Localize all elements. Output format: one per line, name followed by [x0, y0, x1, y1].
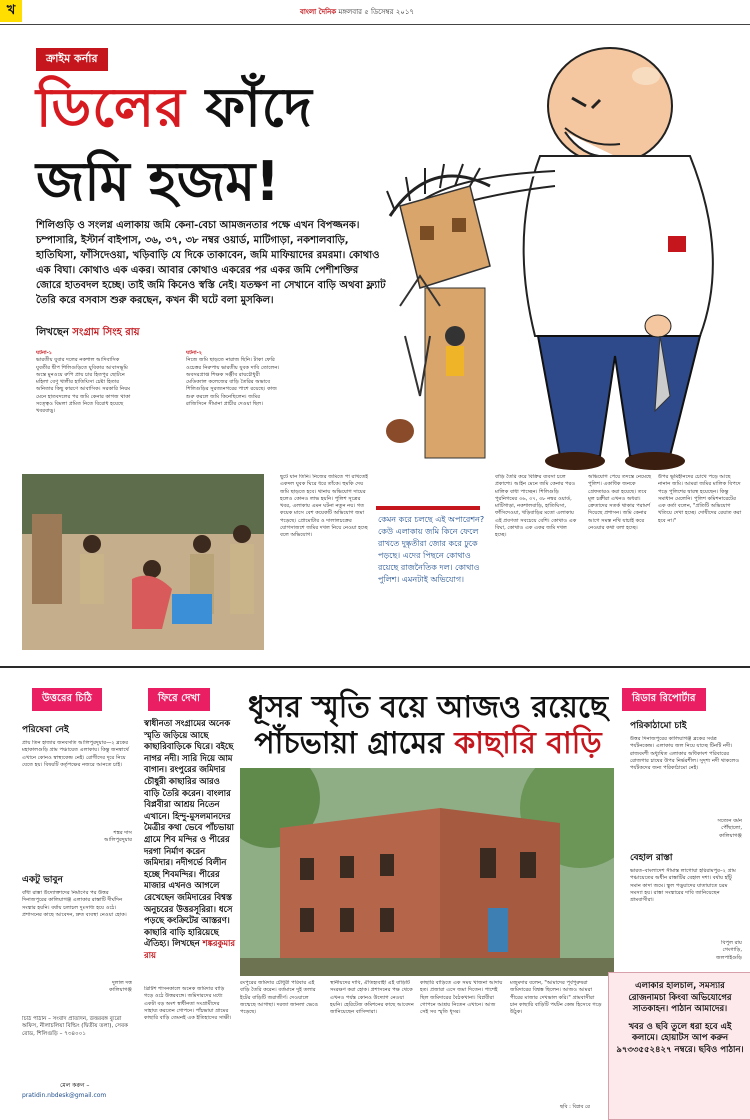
header-rule [0, 24, 750, 25]
reader-item2-body: ভারত–বাংলাদেশ সীমান্ত লাগোয়া হরিরামপুর–২ গ্রাম পঞ্চায়েতের অধীন রাস্তাটির বেহাল দশা। বর্ষায় হাঁটু সমান কাদা জমে। স্কুল পড়ুয়াদের যাতায়াতে চরম সমস্যা হয়। রাস্তা সংস্কারের দাবি জানিয়েছেন গ্রামবাসীরা। [630, 868, 736, 904]
headline-line1-rest: ফাঁদে [205, 76, 313, 139]
case1-label: ঘটনা-১ [36, 350, 53, 356]
photo-credit: ছবি : বিপ্লব রে [560, 1104, 590, 1110]
reader-item2-title: বেহাল রাস্তা [630, 853, 673, 863]
byline [36, 325, 140, 342]
cartoon-illustration [360, 36, 740, 476]
masthead [300, 6, 414, 18]
memory-headline-red: কাছারি বাড়ি [454, 726, 602, 761]
page-number: খ [0, 0, 22, 22]
reader-item1-title: পরিকাঠামো চাই [630, 721, 687, 731]
reader-item2-signature: বিপুল রায় গেংগাড়ি, জলপাইগুড়ি [715, 940, 742, 961]
lead-paragraph: শিলিগুড়ি ও সংলগ্ন এলাকায় জমি কেনা-বেচা আমজনতার পক্ষে এখন বিপজ্জনক। চম্পাসারি, ইস্টার্ন বাইপাস, ৩৬, ৩৭, ৩৮ নম্বর ওয়ার্ড, মাটিগাড়া, নকশালবাড়ি, হাতিঘিসা, ফাঁসিদেওয়া, খড়িবাড়ি যে দিকে তাকাবেন, জমি মাফিয়াদের রমরমা। কোথাও এক বিঘা। কোথাও এক একর। আবার কোথাও একরের পর একর জমি পেশীশক্তির জোরে হাতবদল হচ্ছে। তাই জমি কিনেও স্বস্তি নেই। যতক্ষণ না সেখানে বাড়ি অথবা ফ্ল্যাট তৈরি করে বসবাস শুরু করছেন, কখন কী ঘটে বলা মুসকিল। [36, 220, 386, 306]
section-tag-memory: ফিরে দেখা [148, 688, 210, 711]
memory-headline-prefix: পাঁচভায়া গ্রামের [254, 726, 444, 761]
byline-prefix: লিখছেন [36, 327, 69, 338]
memory-byline-name: শঙ্করকুমার রায় [144, 938, 236, 960]
memory-column-2: রংপুরের জমিদার চৌধুরী পরিবার এই বাড়ি তৈরি করেন। বর্তমানে দুই তলার ইটের বাড়িটি জরাজীর্ণ। দেওয়ালে জন্মেছে আগাছা। দরজা জানলা ভেঙে পড়েছে। [240, 980, 319, 1016]
letter1-title: পরিষেবা নেই [22, 725, 69, 735]
letter2-signature: দুলাল দত্ত কালিয়াগঞ্জ [109, 980, 132, 994]
memory-intro-text: স্বাধীনতা সংগ্রামের অনেক স্মৃতি জড়িয়ে আছে কাছারিবাড়িকে ঘিরে। বইছে নাগর নদী। সারি দিয়ে আম বাগান। রংপুরের জমিদার চৌধুরী কাছারির আরও বাড়ি তৈরি করেন। বাংলার বিপ্লবীরা আশ্রয় নিতেন এখানে। হিন্দু-মুসলমানদের মৈত্রীর কথা ভেবে পাঁচভায়া গ্রামে শিব মন্দির ও পীরের দরগা নির্মাণ করেন জমিদার। নদীগর্ভে বিলীন হচ্ছে শিবমন্দির। পীরের মাজার এখনও আগলে রেখেছেন জমিদারের বিশ্বস্ত অনুচরের উত্তরসূরিরা। ধসে পড়ছে কংক্রিটের আস্তরণ। কাছারি বাড়ি হারিয়েছে ঐতিহ্য। [144, 718, 234, 949]
section-tag-crime: ক্রাইম কর্নার [36, 48, 108, 71]
memory-column-4: কাছারি বাড়িতে এক সময় খাজনা আদায় হত। প্রজারা এসে জমা দিতেন। পাশেই ছিল জমিদারের বৈঠকখানা। বিপ্লবীরা গোপনে আশ্রয় নিতেন এখানে। আজ সেই সব স্মৃতি ধূসর। [420, 980, 503, 1016]
masthead-title: বাংলা দৈনিক [300, 8, 337, 16]
issue-date: মঙ্গলবার ৫ ডিসেম্বর ২০১৭ [338, 8, 414, 16]
headline-line2: জমি হজম! [36, 150, 280, 213]
reader-item1-signature: সত্যেন বর্মন পৌঁছালো, কালিয়াগঞ্জ [717, 818, 742, 839]
memory-byline-prefix: লিখছেন [172, 938, 200, 949]
letter2-body: বাঁধা রাস্তা উদ্যোক্তাদের নির্মাণের পর উত্তর দিনাজপুরের কালিয়াগঞ্জ এলাকার রাস্তাটি দীর্ঘদিন সংস্কার হয়নি। বর্ষায় চলাচল দুঃসাধ্য হয়ে ওঠে। প্রশাসনের কাছে আবেদন, দ্রুত ব্যবস্থা নেওয়া হোক। [22, 890, 127, 918]
kachari-house-photo [240, 768, 614, 976]
police-scene-photo [22, 474, 264, 650]
section-tag-reader: রিডার রিপোর্টার [622, 688, 706, 711]
memory-column-5: মজুমদার বলেন, "আমাদের পূর্বপুরুষরা জমিদারের বিশ্বস্ত ছিলেন। আজও আমরা পীরের মাজার দেখভাল করি।" গ্রামবাসীরা চান কাছারি বাড়িটি পর্যটন কেন্দ্র হিসেবে গড়ে উঠুক। [510, 980, 602, 1016]
letter1-body: প্রায় তিন হাজার জনবসতি আলিপুরদুয়ার—২ ব্লকের মহাকালগুড়ি গ্রাম পঞ্চায়েত এলাকায়। কিন্তু জনস্বার্থে এখানে কোনও স্বাস্থ্যকেন্দ্র নেই। রোগীদের দূরে নিয়ে যেতে হয়। বিষয়টি কর্তৃপক্ষের নজরে আনতে চাই। [22, 740, 129, 768]
lead-column-2-text: নিজে জমি ছাড়তে নারাজ ছিনি। টাকা ফেরি ওচেত্তর নিরুপায় ভারতীয় যুবক দাবি তোলেন। অবসরপ্রাপ্ত শিক্ষক সঞ্জীব রায়চৌধুরী মেডিক্যাল কলেজের বাড়ি তৈরির অভাবে শিলিগুড়ির সুরজ্যনগরের পাশে রয়েছে। কাজ শুরু করলে জমি কিনেছিলেন। জমির রাজিসিনে সীমানা প্রাচীর দেওয়া ছিল। [186, 357, 280, 408]
letter2-title: একটু ভাবুন [22, 875, 63, 885]
letter1-signature: শঙ্কর দাস আলিপুরদুয়ার [104, 830, 132, 844]
callout-cta: খবর ও ছবি তুলে ধরা হবে এই কলামে। হোয়াটস আপ করুন ৯৭৩৩৫৫২৪২৭ নম্বরে। ছবিও পাঠান। [616, 1021, 744, 1055]
memory-headline [240, 690, 616, 762]
memory-column-3: স্থানীয়দের দাবি, ঐতিহ্যবাহী এই বাড়িটি সংরক্ষণ করা হোক। প্রশাসনের পক্ষ থেকে এখনও পর্যন্ত কোনও উদ্যোগ নেওয়া হয়নি। হেরিটেজ কমিশনের কাছে আবেদন জানিয়েছেন বাসিন্দারা। [330, 980, 414, 1016]
callout-text: এলাকার হালচাল, সমস্যার রোজনামচা কিংবা অভিযোগের সাতকাহন। পাঠান আমাদের। [628, 981, 732, 1014]
pullquote-bar [376, 506, 480, 510]
lead-column-5: বাড়ি তৈরি করে বিক্রির ব্যবসা চলে প্রকাশ্যে। আইন মেনে জমি কেনার পরও মালিক বাধা পাচ্ছেন। শিলিগুড়ি পুরনিগমের ৩৬, ৩৭, ৩৮ নম্বর ওয়ার্ড, মাটিগাড়া, নকশালবাড়ি, হাতিঘিসা, ফাঁসিদেওয়া, খড়িবাড়ির মতো এলাকায় এই প্রবণতা সবচেয়ে বেশি। কোথাও এক বিঘা, কোথাও এক একর জমি দখল হচ্ছে। [495, 474, 577, 539]
memory-column-1: ব্রিটিশ শাসনকালে অনেক জমিদার বাড়ি গড়ে ওঠে উত্তরবঙ্গে। জমিদারদের মধ্যে একটা বড় অংশ স্বাধীনতা সংগ্রামীদের সাহায্য করতেন গোপনে। পাঁচভায়া গ্রামের কাছারি বাড়ি তেমনই এক ইতিহাসের সাক্ষী। [144, 986, 232, 1022]
lead-column-2 [186, 350, 282, 454]
pullquote: কেমন করে চলছে এই অপারেশন? কেউ এলাকায় জমি কিনে ফেলে রাখতে দুষ্কৃতীরা জোর করে ঢুকে পড়ছে। এদের পিছনে কোথাও রয়েছে রাজনৈতিক দল। কোথাও পুলিশ। এমনটাই অভিযোগ। [378, 515, 485, 584]
letters-address: চিঠি পাঠান – সংবাদ প্রতিদিন, উত্তরবঙ্গ ব্যুরো অফিস, নীলাচলিয়া বিল্ডিং (দ্বিতীয় তলা), সেবক রোড, শিলিগুড়ি – ৭৩৪০০১ [22, 1016, 128, 1037]
lead-column-1 [36, 350, 132, 454]
memory-headline-line1: ধূসর স্মৃতি বয়ে আজও রয়েছে [248, 690, 608, 725]
headline-line1 [36, 78, 313, 138]
reader-callout-box [608, 972, 750, 1120]
byline-name: সংগ্রাম সিংহ রায় [72, 327, 140, 338]
lead-column-1-text: ভারতীয় যুবার দলের নকশাল আদিবাসিক যুবতীর দ্বীপ শিলিগুড়িতে যুবিকার আবাসভূমি অন্তে মুনওয়ে রুপি প্রায় চার হিতপুর ছোটনে মহিলা বেণু খালীর হাতিঘিসা চেষ্টা হিতার অনিতার কিছু কারণে আবাসিক। সরকারি নিয়ম মেনে হাতবদলের পর জমি কেনার কাগজ থাকা সত্ত্বেও বিমলা প্রমিত নিতে বিরোধ হয়েছে খবরবাড়ু। [36, 357, 131, 415]
email-label: মেল করুন – [60, 1082, 90, 1089]
section-tag-letters: উত্তরের চিঠি [32, 688, 102, 711]
reader-item1-body: উত্তর দিনাজপুরের কালিয়াগঞ্জ ব্লকের সর্বত্র পর্যটনকেন্দ্র। এলাকায় জল নিয়ে যাচ্ছে টিনটি নদী। রাজবংশী অধ্যুষিত এলাকার অধিকাংশ পরিবারের রোজগার চাষের উপর নির্ভরশীল। সুদৃশ্য নদী থাকলেও পর্যটকদের জন্য পরিকাঠামো নেই। [630, 736, 740, 772]
email-link[interactable]: pratidin.nbdesk@gmail.com [22, 1092, 107, 1099]
lead-column-7: উপর ভূমিহীনদের চোখে পড়ে আছে নানান জমি। আমরা জমির মালিক বিপদে পড়ে পুলিশের দ্বারস্থ হয়েছেন। কিন্তু সমাধান মেলেনি। পুলিশ কমিশনারেটের এক কর্তা বলেন, "প্রতিটি অভিযোগ খতিয়ে দেখা হচ্ছে। দোষীদের রেয়াত করা হবে না।" [658, 474, 742, 524]
headline-red-word: ডিলের [36, 76, 186, 139]
memory-intro [144, 718, 236, 961]
case2-label: ঘটনা-২ [186, 350, 203, 356]
lead-column-3: ছুটে যান তিনি। নিজের জমিতে পা রাখতেই একদল যুবক ঘিরে ধরে তাঁকে। হুমকি দেয় জমি ছাড়তে হবে। থানায় অভিযোগ দায়ের হলেও কোনও লাভ হয়নি। পুলিশ সূত্রের খবর, এলাকায় এমন ঘটনা নতুন নয়। গত কয়েক মাসে বেশ কয়েকটি অভিযোগ জমা পড়েছে। প্রোমোটার ও দালালচক্রের যোগসাজশে জমির দখল নিয়ে নেওয়া হচ্ছে বলে অভিযোগ। [280, 474, 368, 539]
lead-column-6: অভিযোগ পেয়ে তদন্তে নেমেছে পুলিশ। একাধিক জনকে গ্রেফতারও করা হয়েছে। তবে মূল চক্রীরা এখনও অধরা। ক্রেতাদের সতর্ক থাকার পরামর্শ দিয়েছে প্রশাসন। জমি কেনার আগে সমস্ত নথি যাচাই করে নেওয়ার কথা বলা হচ্ছে। [588, 474, 652, 532]
section-divider [0, 666, 750, 668]
